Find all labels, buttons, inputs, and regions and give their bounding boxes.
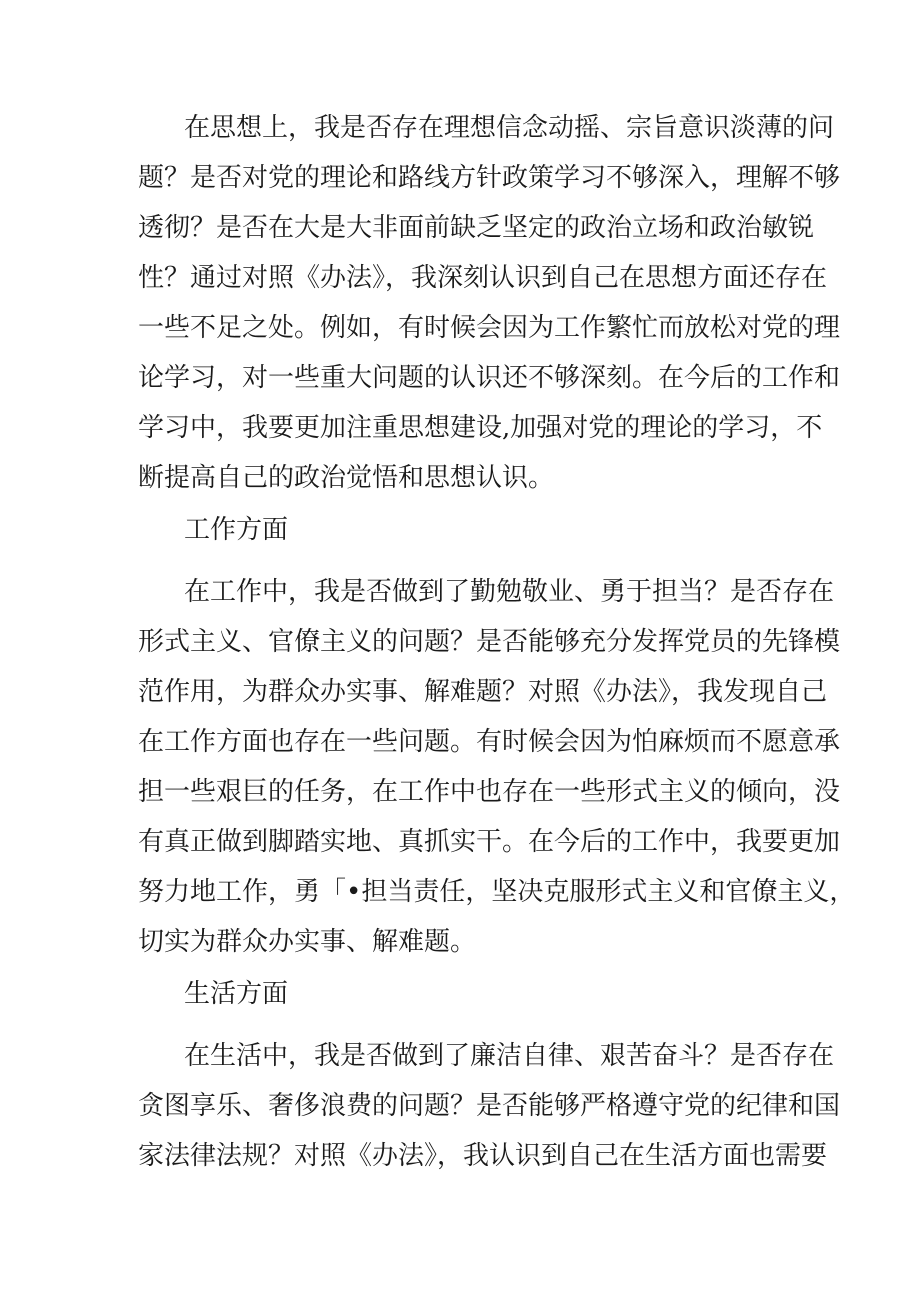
text-line: 在工作方面也存在一些问题。有时候会因为怕麻烦而不愿意承	[138, 727, 841, 757]
text-line: 论学习，对一些重大问题的认识还不够深刻。在今后的工作和	[138, 363, 841, 393]
section-heading-life: 生活方面	[184, 979, 289, 1009]
text-line: 家法律法规？对照《办法》，我认识到自己在生活方面也需要	[138, 1141, 828, 1171]
text-line: 在生活中，我是否做到了廉洁自律、艰苦奋斗？是否存在	[184, 1041, 835, 1071]
text-line: 学习中，我要更加注重思想建设,加强对党的理论的学习，不	[138, 413, 823, 443]
text-line: 范作用，为群众办实事、解难题？对照《办法》，我发现自己	[138, 677, 828, 707]
text-line: 贪图享乐、奢侈浪费的问题？是否能够严格遵守党的纪律和国	[138, 1091, 841, 1121]
text-line: 在工作中，我是否做到了勤勉敬业、勇于担当？是否存在	[184, 577, 835, 607]
text-line: 性？通过对照《办法》，我深刻认识到自己在思想方面还存在	[138, 263, 828, 293]
text-line: 有真正做到脚踏实地、真抓实干。在今后的工作中，我要更加	[138, 827, 841, 857]
text-line: 形式主义、官僚主义的问题？是否能够充分发挥党员的先锋模	[138, 627, 841, 657]
text-line: 断提高自己的政治觉悟和思想认识。	[138, 463, 555, 493]
text-line: 在思想上，我是否存在理想信念动摇、宗旨意识淡薄的问	[184, 113, 835, 143]
text-line: 一些不足之处。例如，有时候会因为工作繁忙而放松对党的理	[138, 313, 841, 343]
text-line: 努力地工作，勇「•担当责任，坚决克服形式主义和官僚主义，	[138, 877, 856, 907]
text-line: 切实为群众办实事、解难题。	[138, 927, 477, 957]
section-heading-work: 工作方面	[184, 515, 289, 545]
text-line: 担一些艰巨的任务，在工作中也存在一些形式主义的倾向，没	[138, 777, 841, 807]
text-line: 题？是否对党的理论和路线方针政策学习不够深入，理解不够	[138, 163, 841, 193]
text-line: 透彻？是否在大是大非面前缺乏坚定的政治立场和政治敏锐	[138, 213, 815, 243]
